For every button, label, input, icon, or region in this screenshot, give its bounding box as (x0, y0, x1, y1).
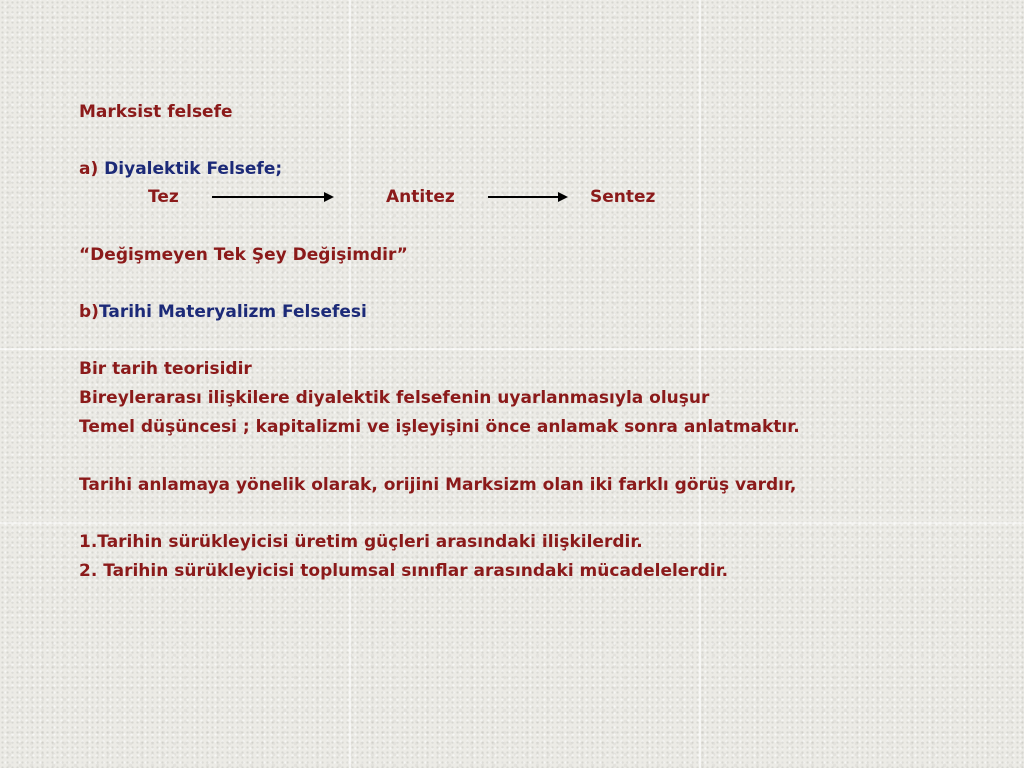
text-line: Bir tarih teorisidir (79, 359, 252, 379)
slide-title: Marksist felsefe (79, 102, 233, 122)
section-a-heading (79, 159, 282, 179)
quote: “Değişmeyen Tek Şey Değişimdir” (79, 245, 408, 265)
text-line: Temel düşüncesi ; kapitalizmi ve işleyişini önce anlamak sonra anlatmaktır. (79, 417, 800, 437)
arrow-right-icon (488, 189, 570, 205)
section-b-heading (79, 302, 367, 322)
text-line: Bireylerarası ilişkilere diyalektik felsefenin uyarlanmasıyla oluşur (79, 388, 710, 408)
section-b-title: Tarihi Materyalizm Felsefesi (98, 302, 367, 322)
dialectic-antithesis: Antitez (386, 187, 455, 207)
view-item: 1.Tarihin sürükleyicisi üretim güçleri arasındaki ilişkilerdir. (79, 532, 643, 552)
texture-seam (0, 522, 1024, 524)
view-item: 2. Tarihin sürükleyicisi toplumsal sınıflar arasındaki mücadelelerdir. (79, 561, 729, 581)
section-b-prefix: b) (79, 302, 99, 322)
texture-seam (0, 348, 1024, 350)
dialectic-thesis: Tez (148, 187, 179, 207)
texture-seam (349, 0, 351, 768)
section-a-title: Diyalektik Felsefe; (104, 159, 283, 179)
history-intro: Tarihi anlamaya yönelik olarak, orijini Marksizm olan iki farklı görüş vardır, (79, 475, 797, 495)
section-a-prefix: a) (79, 159, 99, 179)
arrow-right-icon (212, 189, 336, 205)
texture-seam (699, 0, 701, 768)
dialectic-synthesis: Sentez (590, 187, 656, 207)
